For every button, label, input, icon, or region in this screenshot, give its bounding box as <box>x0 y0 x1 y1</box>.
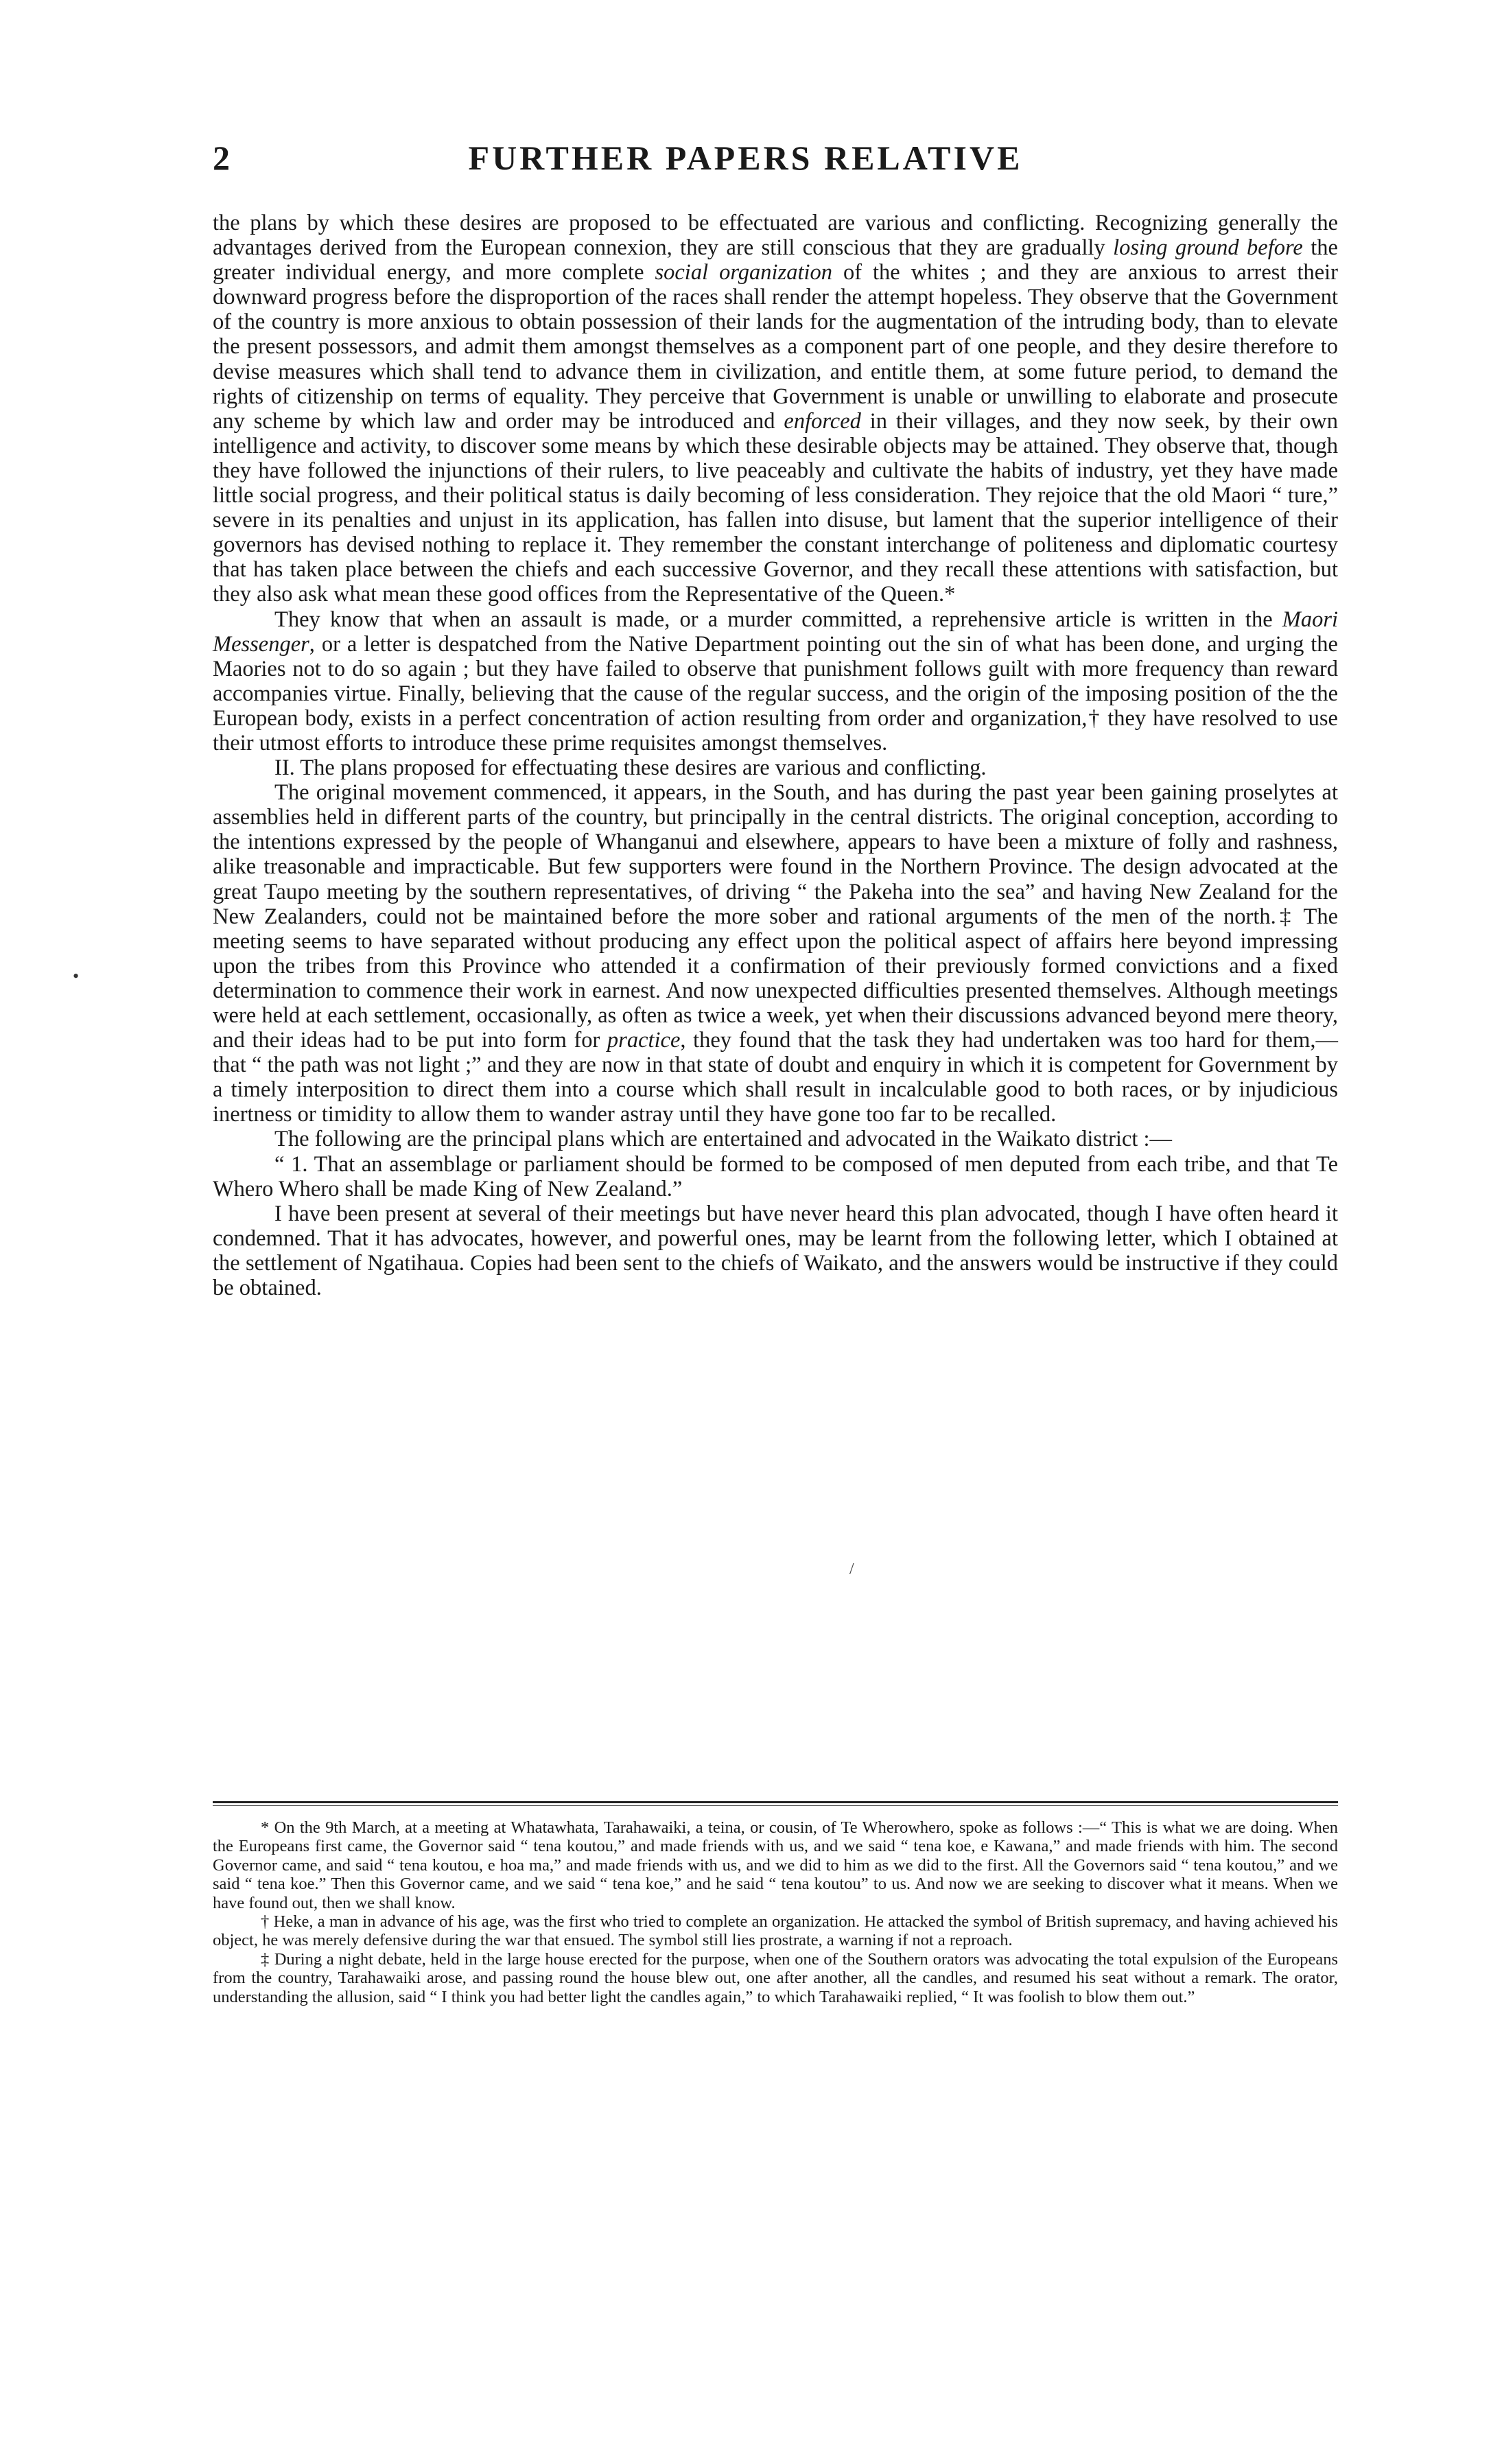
paragraph-1-emphasis-f: enforced <box>784 408 861 434</box>
paragraph-1-text-a: the plans by which these desires are proposed to be effectuated are various and conflicting. Recognizing generally the advantages derived from the European connexion, they are still conscious that they are gradually <box>213 211 1338 261</box>
paragraph-1-emphasis-b: losing ground before <box>1113 235 1303 261</box>
paragraph-2 <box>213 607 1338 756</box>
paragraph-4-emphasis-b: practice <box>607 1028 681 1053</box>
paragraph-1 <box>213 211 1338 607</box>
paragraph-1-text-g: in their villages, and they now seek, by their own intelligence and activity, to discover some means by which these desirable objects may be attained. They observe that, though they have followed the injunctions of their rulers, to live peaceably and cultivate the habits of industry, yet they have made little social progress, and their political status is daily becoming of less consideration. They rejoice that the old Maori “ ture,” severe in its penalties and unjust in its application, has fallen into disuse, but lament that the superior intelligence of their governors has devised nothing to replace it. They remember the constant interchange of politeness and diplomatic courtesy that has taken place between the chiefs and each successive Governor, and they recall these attentions with satisfaction, but they also ask what mean these good offices from the Representative of the Queen.* <box>213 408 1338 607</box>
paragraph-5: The following are the principal plans which are entertained and advocated in the Waikato district :— <box>274 1127 1173 1152</box>
running-head: FURTHER PAPERS RELATIVE <box>468 139 1023 177</box>
footnote-rule-secondary <box>213 1805 1338 1806</box>
paragraph-2-emphasis-b: Maori Messenger <box>213 607 1338 657</box>
paragraph-4-text-a: The original movement commenced, it appears, in the South, and has during the past year been gaining proselytes at assemblies held in different parts of the country, but principally in the central districts. The original conception, according to the intentions expressed by the people of Whanganui and elsewhere, appears to have been a mixture of folly and rashness, alike treasonable and impracticable. But few supporters were found in the Northern Province. The design advocated at the great Taupo meeting by the southern representatives, of driving “ the Pakeha into the sea” and having New Zealand for the New Zealanders, could not be maintained before the more sober and rational arguments of the men of the north.‡ The meeting seems to have separated without producing any effect upon the political aspect of affairs here beyond impressing upon the tribes from this Province who attended it a confirmation of their previously formed convictions and a fixed determination to commence their work in earnest. And now unexpected difficulties presented themselves. Although meetings were held at each settlement, occasionally, as often as twice a week, yet when their discussions advanced beyond mere theory, and their ideas had to be put into form for <box>213 780 1338 1053</box>
footnote-rule <box>213 1801 1338 1803</box>
paragraph-4-text-c: , they found that the task they had undertaken was too hard for them,— that “ the path was not light ;” and they are now in that state of doubt and enquiry in which it is competent for Government by a timely interposition to direct them into a course which shall result in incalculable good to both races, or by injudicious inertness or timidity to allow them to wander astray until they have gone too far to be recalled. <box>213 1028 1338 1127</box>
stray-mark: / <box>849 1560 854 1578</box>
paragraph-2-text-c: , or a letter is despatched from the Native Department pointing out the sin of what has been done, and urging the Maories not to do so again ; but they have failed to observe that punishment follows guilt with more frequency than reward accompanies virtue. Finally, believing that the cause of the regular success, and the origin of the imposing position of the the European body, exists in a perfect concentration of action resulting from order and organization,† they have resolved to use their utmost efforts to introduce these prime requisites amongst themselves. <box>213 631 1338 755</box>
footnote-asterisk: * On the 9th March, at a meeting at Whatawhata, Tarahawaiki, a teina, or cousin, of Te Wherowhero, spoke as follows :—“ This is what we are doing. When the Europeans first came, the Governor said “ tena koutou,” and made friends with us, and we said “ tena koe, e Kawana,” and made friends with him. The second Governor came, and said “ tena koutou, e hoa ma,” and made friends with us, and we did to him as we did to the first. All the Governors said “ tena koutou,” and we said “ tena koe.” Then this Governor came, and we said “ tena koe,” and he said “ tena koutou” to us. And now we are seeking to discover what it means. When we have found out, then we shall know. <box>213 1818 1338 1912</box>
paragraph-2-text-a: They know that when an assault is made, or a murder committed, a reprehensive article is written in the <box>274 607 1282 632</box>
page-number: 2 <box>213 139 230 177</box>
paragraph-4 <box>213 780 1338 1127</box>
footnotes <box>213 1818 1338 2006</box>
paragraph-3: II. The plans proposed for effectuating these desires are various and conflicting. <box>274 755 987 781</box>
paragraph-7: I have been present at several of their meetings but have never heard this plan advocated, though I have often heard it condemned. That it has advocates, however, and powerful ones, may be learnt from the following letter, which I obtained at the settlement of Ngatihaua. Copies had been sent to the chiefs of Waikato, and the answers would be instructive if they could be obtained. <box>213 1201 1338 1301</box>
paragraph-6-quote: “ 1. That an assemblage or parliament should be formed to be composed of men deputed from each tribe, and that Te Whero Whero shall be made King of New Zealand.” <box>213 1151 1338 1201</box>
paragraph-1-text-e: of the whites ; and they are anxious to arrest their downward progress before the disproportion of the races shall render the attempt hopeless. They observe that the Government of the country is more anxious to obtain possession of their lands for the augmentation of the intruding body, than to elevate the present possessors, and admit them amongst themselves as a component part of one people, and they desire therefore to devise measures which shall tend to advance them in civilization, and entitle them, at some future period, to demand the rights of citizenship on terms of equality. They perceive that Government is unable or unwilling to elaborate and prosecute any scheme by which law and order may be introduced and <box>213 260 1338 434</box>
footnote-double-dagger: ‡ During a night debate, held in the large house erected for the purpose, when one of the Southern orators was advocating the total expulsion of the Europeans from the country, Tarahawaiki arose, and passing round the house blew out, one after another, all the candles, and resumed his seat without a remark. The orator, understanding the allusion, said “ I think you had better light the candles again,” to which Tarahawaiki replied, “ It was foolish to blow them out.” <box>213 1949 1338 2006</box>
footnote-dagger: † Heke, a man in advance of his age, was the first who tried to complete an organization. He attacked the symbol of British supremacy, and having achieved his object, he was merely defensive during the war that ensued. The symbol still lies prostrate, a warning if not a reproach. <box>213 1912 1338 1950</box>
body-text <box>213 211 1338 1300</box>
paragraph-1-text-c: the greater individual energy, and more complete <box>213 235 1338 285</box>
paragraph-1-emphasis-d: social organization <box>655 260 833 285</box>
margin-mark: • <box>73 966 80 986</box>
